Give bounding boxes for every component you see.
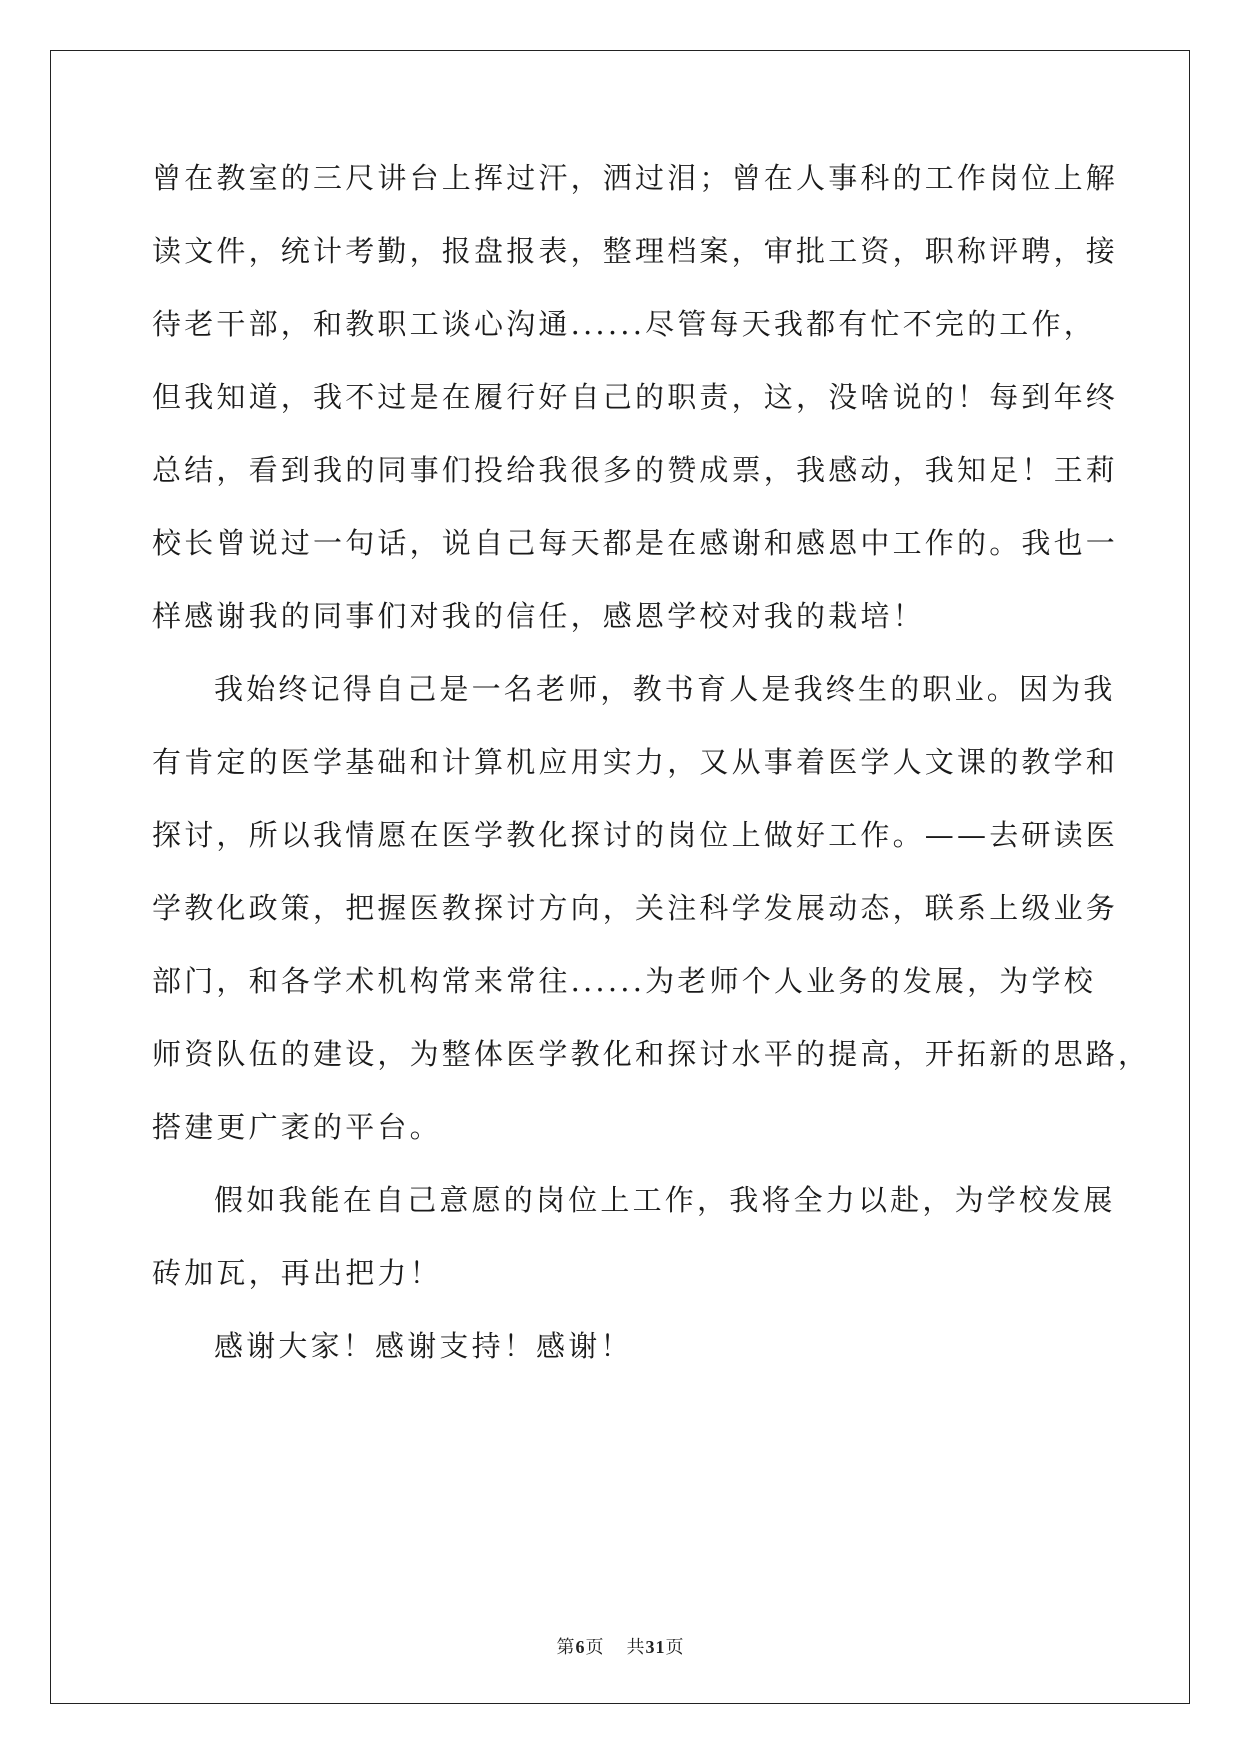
page-footer	[0, 1633, 1241, 1659]
text-line: 砖加瓦，再出把力！	[152, 1256, 442, 1290]
total-prefix: 共	[626, 1637, 646, 1657]
text-line: 待老干部，和教职工谈心沟通......尽管每天我都有忙不完的工作，	[152, 307, 1096, 341]
text-line: 但我知道，我不过是在履行好自己的职责，这，没啥说的！每到年终	[152, 380, 1119, 414]
text-line: 师资队伍的建设，为整体医学教化和探讨水平的提高，开拓新的思路，	[152, 1037, 1151, 1071]
page-border	[50, 50, 1190, 1704]
text-line: 探讨，所以我情愿在医学教化探讨的岗位上做好工作。——去研读医	[152, 818, 1119, 852]
text-line: 样感谢我的同事们对我的信任，感恩学校对我的栽培！	[152, 599, 925, 633]
text-line: 曾在教室的三尺讲台上挥过汗，洒过泪；曾在人事科的工作岗位上解	[152, 161, 1119, 195]
total-unit: 页	[665, 1637, 685, 1657]
text-line: 假如我能在自己意愿的岗位上工作，我将全力以赴，为学校发展	[214, 1183, 1116, 1217]
page-unit: 页	[585, 1637, 605, 1657]
text-line: 有肯定的医学基础和计算机应用实力，又从事着医学人文课的教学和	[152, 745, 1119, 779]
page-number: 6	[575, 1637, 586, 1657]
text-line: 部门，和各学术机构常来常往......为老师个人业务的发展，为学校	[152, 964, 1096, 998]
page-prefix: 第	[556, 1637, 576, 1657]
text-line: 我始终记得自己是一名老师，教书育人是我终生的职业。因为我	[214, 672, 1116, 706]
text-line: 学教化政策，把握医教探讨方向，关注科学发展动态，联系上级业务	[152, 891, 1119, 925]
text-line: 搭建更广袤的平台。	[152, 1110, 442, 1144]
text-line: 感谢大家！感谢支持！感谢！	[214, 1329, 633, 1363]
text-line: 总结，看到我的同事们投给我很多的赞成票，我感动，我知足！王莉	[152, 453, 1119, 487]
total-pages: 31	[645, 1637, 666, 1657]
text-line: 读文件，统计考勤，报盘报表，整理档案，审批工资，职称评聘，接	[152, 234, 1119, 268]
text-line: 校长曾说过一句话，说自己每天都是在感谢和感恩中工作的。我也一	[152, 526, 1119, 560]
